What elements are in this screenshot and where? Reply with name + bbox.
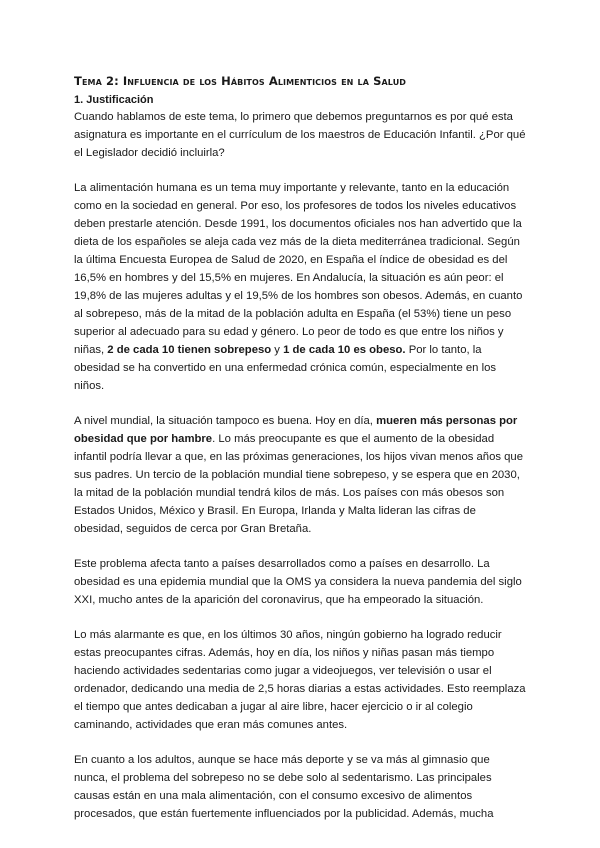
paragraph-text: y [271, 344, 284, 356]
paragraph-text: A nivel mundial, la situación tampoco es buena. Hoy en día, [74, 415, 377, 427]
paragraph-spain-obesity [74, 179, 526, 395]
paragraph-sedentary: Lo más alarmante es que, en los últimos 30 años, ningún gobierno ha logrado reducir estas preocupantes cifras. Además, hoy en día, los niños y niñas pasan más tiempo haciendo actividades sedentarias como jugar a videojuegos, ver televisión o usar el ordenador, dedicando una media de 2,5 horas diarias a estas actividades. Esto reemplaza el tiempo que antes dedicaban a jugar al aire libre, hacer ejercicio o ir al colegio caminando, actividades que eran más comunes antes. [74, 629, 526, 731]
paragraph-text: Por lo tanto, la obesidad se ha convertido en una enfermedad crónica común, especialmente en los niños. [74, 344, 497, 392]
paragraph-intro: Cuando hablamos de este tema, lo primero que debemos preguntarnos es por qué esta asignatura es importante en el currículum de los maestros de Educación Infantil. ¿Por qué el Legislador decidió incluirla? [74, 111, 526, 159]
section-heading: 1. Justificación [74, 94, 154, 106]
highlight-obese-children: 1 de cada 10 es obeso. [283, 344, 406, 356]
paragraph-world-obesity [74, 412, 526, 538]
paragraph-text: La alimentación humana es un tema muy importante y relevante, tanto en la educación como en la sociedad en general. Por eso, los profesores de todos los niveles educativos deben prestarle atención. Desde 1991, los documentos oficiales nos han advertido que la dieta de los españoles se aleja cada vez más de la dieta mediterránea tradicional. Según la última Encuesta Europea de Salud de 2020, en España el índice de obesidad es del 16,5% en hombres y del 15,5% en mujeres. En Andalucía, la situación es aún peor: el 19,8% de las mujeres adultas y el 19,5% de los hombres son obesos. Además, en cuanto al sobrepeso, más de la mitad de la población adulta en España (el 53%) tiene un peso superior al adecuado para su edad y género. Lo peor de todo es que entre los niños y niñas, [74, 182, 523, 356]
paragraph-adults: En cuanto a los adultos, aunque se hace más deporte y se va más al gimnasio que nunca, el problema del sobrepeso no se debe solo al sedentarismo. Las principales causas están en una mala alimentación, con el consumo excesivo de alimentos procesados, que están fuertemente influenciados por la publicidad. Además, mucha [74, 754, 494, 820]
document-title: Tema 2: Influencia de los Hábitos Alimenticios en la Salud [74, 74, 407, 88]
paragraph-global-epidemic: Este problema afecta tanto a países desarrollados como a países en desarrollo. La obesidad es una epidemia mundial que la OMS ya considera la nueva pandemia del siglo XXI, mucho antes de la aparición del coronavirus, que ha empeorado la situación. [74, 558, 522, 606]
highlight-obesity-vs-hunger: mueren más personas por obesidad que por hambre [74, 415, 518, 445]
paragraph-text: . Lo más preocupante es que el aumento de la obesidad infantil podría llevar a que, en las próximas generaciones, los hijos vivan menos años que sus padres. Un tercio de la población mundial tiene sobrepeso, y se espera que en 2030, la mitad de la población mundial tendrá kilos de más. Los países con más obesos son Estados Unidos, México y Brasil. En Europa, Irlanda y Malta lideran las cifras de obesidad, seguidos de cerca por Gran Bretaña. [74, 433, 523, 535]
highlight-overweight-children: 2 de cada 10 tienen sobrepeso [107, 344, 272, 356]
